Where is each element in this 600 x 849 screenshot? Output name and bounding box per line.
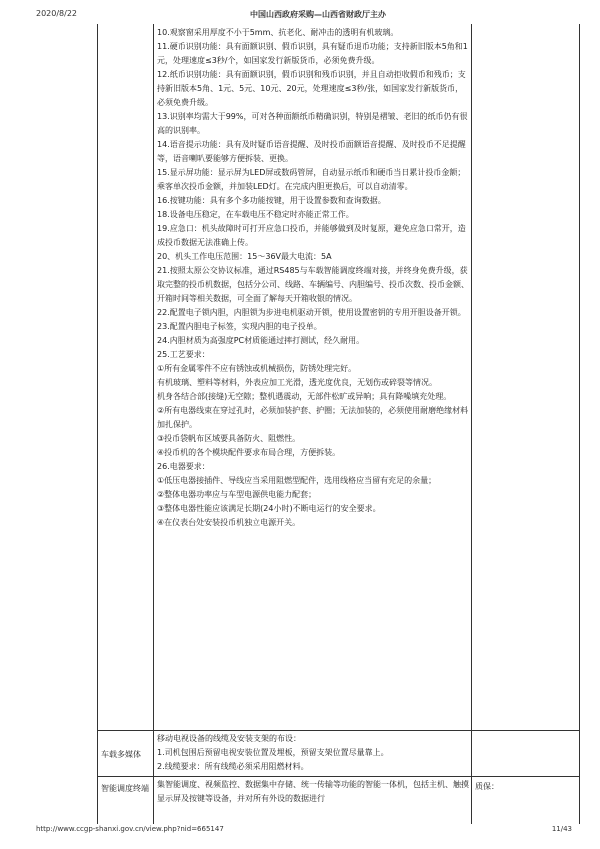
spec-paragraph: 25.工艺要求： [157, 350, 210, 359]
page-number: 11/43 [551, 825, 572, 833]
spec-paragraph: 18.设备电压稳定，在车载电压不稳定时亦能正常工作。 [157, 210, 354, 219]
page-url: http://www.ccgp-shanxi.gov.cn/view.php?nid=665147 [36, 825, 224, 833]
table-divider-1 [153, 24, 154, 824]
row-separator-2 [97, 776, 579, 777]
row-separator-1 [97, 730, 579, 731]
spec-paragraph: ②整体电器功率应与车型电源供电能力配套； [157, 490, 317, 499]
spec-paragraph: 24.内胆材质为高强度PC材质能通过摔打测试，经久耐用。 [157, 336, 365, 345]
spec-paragraph: 机身各结合部(接缝)无空隙；整机遇震动，无部件松旷或异响；具有降噪填充处理。 [157, 392, 452, 401]
spec-paragraph: 20、机头工作电压范围：15～36V最大电流：5A [157, 252, 332, 261]
vehicle-media-paragraph: 移动电视设备的线缆及安装支架的布设： [157, 734, 301, 743]
spec-paragraph: ④在仪表台处安装投币机独立电源开关。 [157, 518, 301, 527]
spec-paragraph: ①所有金属零件不应有锈蚀或机械损伤，防锈处理完好。 [157, 364, 357, 373]
spec-paragraph: 22.配置电子锁内胆，内胆锁为步进电机驱动开锁，使用设置密钥的专用开胆设备开锁。 [157, 308, 466, 317]
spec-paragraph: ④投币机的各个模块配件要求布局合理，方便拆装。 [157, 448, 341, 457]
spec-paragraph: ②所有电器线束在穿过孔时，必须加装护套、护圈；无法加装的，必须使用耐磨绝缘材料加扎保护。 [157, 406, 469, 429]
table-border-left [97, 24, 98, 824]
spec-paragraph: ③投币袋帆布区域要具备防火、阻燃性。 [157, 434, 301, 443]
spec-content [157, 26, 469, 530]
spec-paragraph: 26.电器要求： [157, 462, 210, 471]
table-border-right [579, 24, 580, 824]
vehicle-media-content [157, 732, 469, 774]
spec-paragraph: 19.应急口：机头故障时可打开应急口投币，并能够做到及时复原，避免应急口常开，造成投币数据无法准确上传。 [157, 224, 466, 247]
warranty-remark: 质保： [475, 782, 499, 791]
spec-paragraph: 13.识别率均需大于99%，可对各种面额纸币精确识别，特别是褶皱、老旧的纸币仍有很高的识别率。 [157, 112, 468, 135]
dispatch-terminal-content [157, 778, 469, 806]
spec-paragraph: 16.按键功能：具有多个多功能按键，用于设置参数和查询数据。 [157, 196, 386, 205]
spec-paragraph: 12.纸币识别功能：具有面额识别，假币识别和残币识别，并且自动拒收假币和残币；支持新旧版本5角、1元、5元、10元、20元，处理速度≤3秒/张，如国家发行新版货币，必须免费升级。 [157, 70, 466, 107]
spec-table [97, 24, 579, 824]
spec-paragraph: 有机玻璃、塑料等材料，外表应加工光滑，透光度优良，无划伤或碎裂等情况。 [157, 378, 437, 387]
table-divider-2 [471, 24, 472, 824]
spec-paragraph: 23.配置内胆电子标签，实现内胆的电子投单。 [157, 322, 322, 331]
spec-paragraph: ①低压电器接插件、导线应当采用阻燃型配件，选用线格应当留有充足的余量； [157, 476, 437, 485]
row-label-dispatch-terminal: 智能调度终端 [101, 784, 149, 793]
spec-paragraph: ③整体电器性能应该满足长期(24小时)不断电运行的安全要求。 [157, 504, 381, 513]
spec-paragraph: 10.观察窗采用厚度不小于5mm、抗老化、耐冲击的透明有机玻璃。 [157, 28, 399, 37]
print-date: 2020/8/22 [36, 9, 78, 18]
spec-paragraph: 15.显示屏功能：显示屏为LED屏或数码管屏，自动显示纸币和硬币当日累计投币金额；乘客单次投币金额，并加装LED灯。在完成内胆更换后，可以自动清零。 [157, 168, 466, 191]
row-label-vehicle-media: 车载多媒体 [101, 750, 141, 759]
vehicle-media-paragraph: 2.线缆要求：所有线缆必须采用阻燃材料。 [157, 762, 309, 771]
spec-paragraph: 21.按照太原公交协议标准，通过RS485与车载智能调度终端对接，并终身免费升级，获取完整的投币机数据，包括分公司、线路、车辆编号、内胆编号、投币次数、投币金额、开箱时间等相关数据，可全面了解每天开箱收银的情况。 [157, 266, 469, 303]
site-title: 中国山西政府采购—山西省财政厅主办 [250, 10, 386, 19]
dispatch-terminal-paragraph: 集智能调度、视频监控、数据集中存储、统一传输等功能的智能一体机，包括主机、触摸显示屏及按键等设备，并对所有外设的数据进行 [157, 780, 469, 803]
vehicle-media-paragraph: 1.司机包围后预留电视安装位置及埋板，预留支架位置尽量靠上。 [157, 748, 389, 757]
spec-paragraph: 14.语音提示功能：具有及时疑币语音提醒、及时投币面额语音提醒、及时投币不足提醒等，语音喇叭要能够方便拆装、更换。 [157, 140, 466, 163]
spec-paragraph: 11.硬币识别功能：具有面额识别、假币识别，具有疑币退币功能；支持新旧版本5角和1元，处理速度≤3秒/个，如国家发行新版货币，必须免费升级。 [157, 42, 468, 65]
